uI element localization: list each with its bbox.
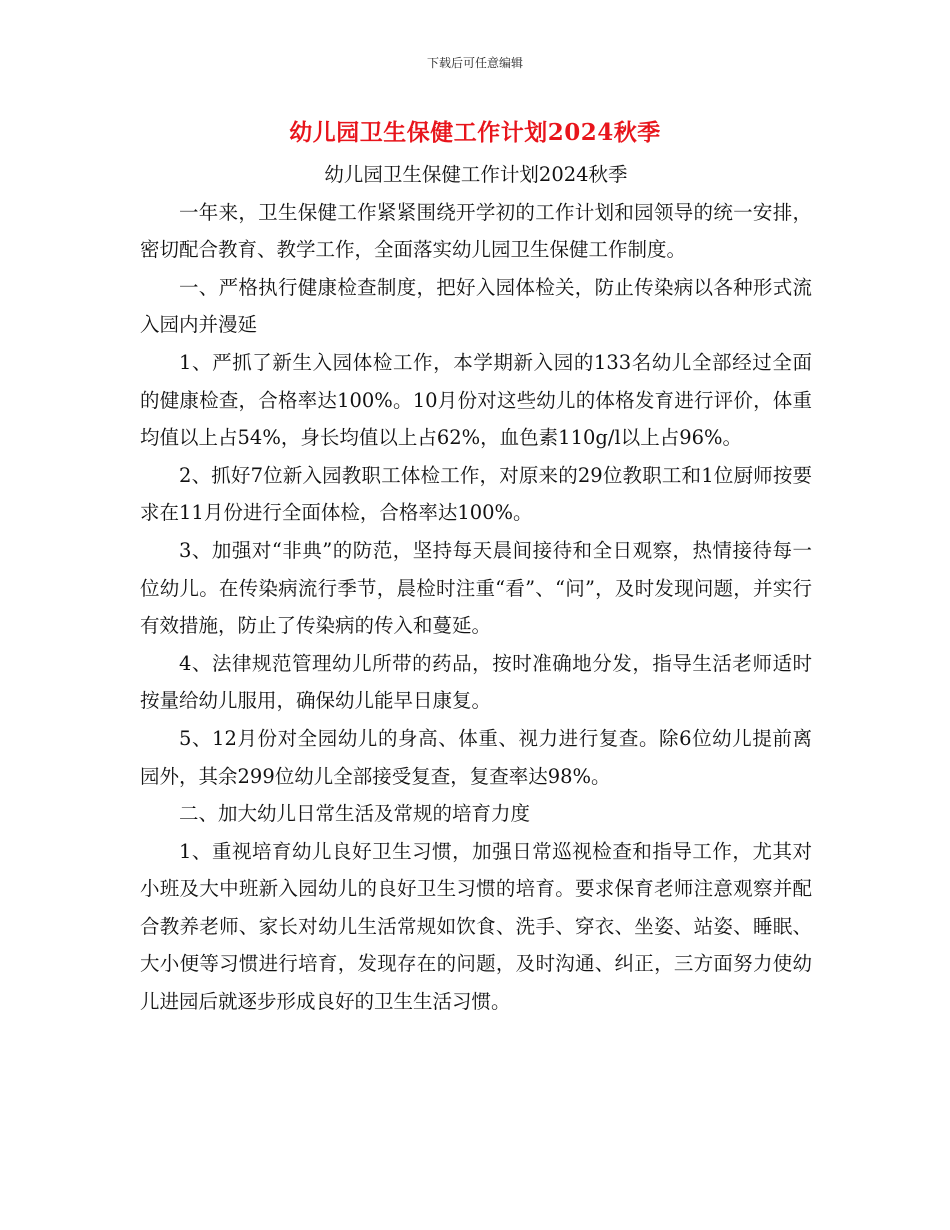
paragraph-item-1-2: 2、抓好7位新入园教职工体检工作，对原来的29位教职工和1位厨师按要求在11月份进行全面体检，合格率达100%。: [140, 463, 812, 525]
header-note: 下载后可任意编辑: [426, 56, 523, 70]
paragraph-item-1-1: 1、严抓了新生入园体检工作，本学期新入园的133名幼儿全部经过全面的健康检查，合格率达100%。10月份对这些幼儿的体格发育进行评价，体重均值以上占54%，身长均值以上占62%，血色素110g/l以上占96%。: [140, 350, 812, 450]
paragraph-intro: 一年来，卫生保健工作紧紧围绕开学初的工作计划和园领导的统一安排，密切配合教育、教学工作，全面落实幼儿园卫生保健工作制度。: [140, 200, 812, 262]
document-subtitle: 幼儿园卫生保健工作计划2024秋季: [324, 163, 628, 186]
paragraph-item-2-1: 1、重视培育幼儿良好卫生习惯，加强日常巡视检查和指导工作，尤其对小班及大中班新入园幼儿的良好卫生习惯的培育。要求保育老师注意观察并配合教养老师、家长对幼儿生活常规如饮食、洗手、穿衣、坐姿、站姿、睡眠、大小便等习惯进行培育，发现存在的问题，及时沟通、纠正，三方面努力使幼儿进园后就逐步形成良好的卫生生活习惯。: [140, 839, 812, 1014]
paragraph-item-1-4: 4、法律规范管理幼儿所带的药品，按时准确地分发，指导生活老师适时按量给幼儿服用，确保幼儿能早日康复。: [140, 651, 812, 713]
paragraph-item-1-3: 3、加强对“非典”的防范，坚持每天晨间接待和全日观察，热情接待每一位幼儿。在传染病流行季节，晨检时注重“看”、“问”，及时发现问题，并实行有效措施，防止了传染病的传入和蔓延。: [140, 538, 812, 638]
section-heading-1: 一、严格执行健康检查制度，把好入园体检关，防止传染病以各种形式流入园内并漫延: [140, 275, 812, 337]
document-title: 幼儿园卫生保健工作计划2024秋季: [289, 119, 661, 146]
section-heading-2: 二、加大幼儿日常生活及常规的培育力度: [179, 802, 531, 826]
paragraph-item-1-5: 5、12月份对全园幼儿的身高、体重、视力进行复查。除6位幼儿提前离园外，其余299位幼儿全部接受复查，复查率达98%。: [140, 726, 812, 788]
document-body: [140, 156, 812, 1021]
